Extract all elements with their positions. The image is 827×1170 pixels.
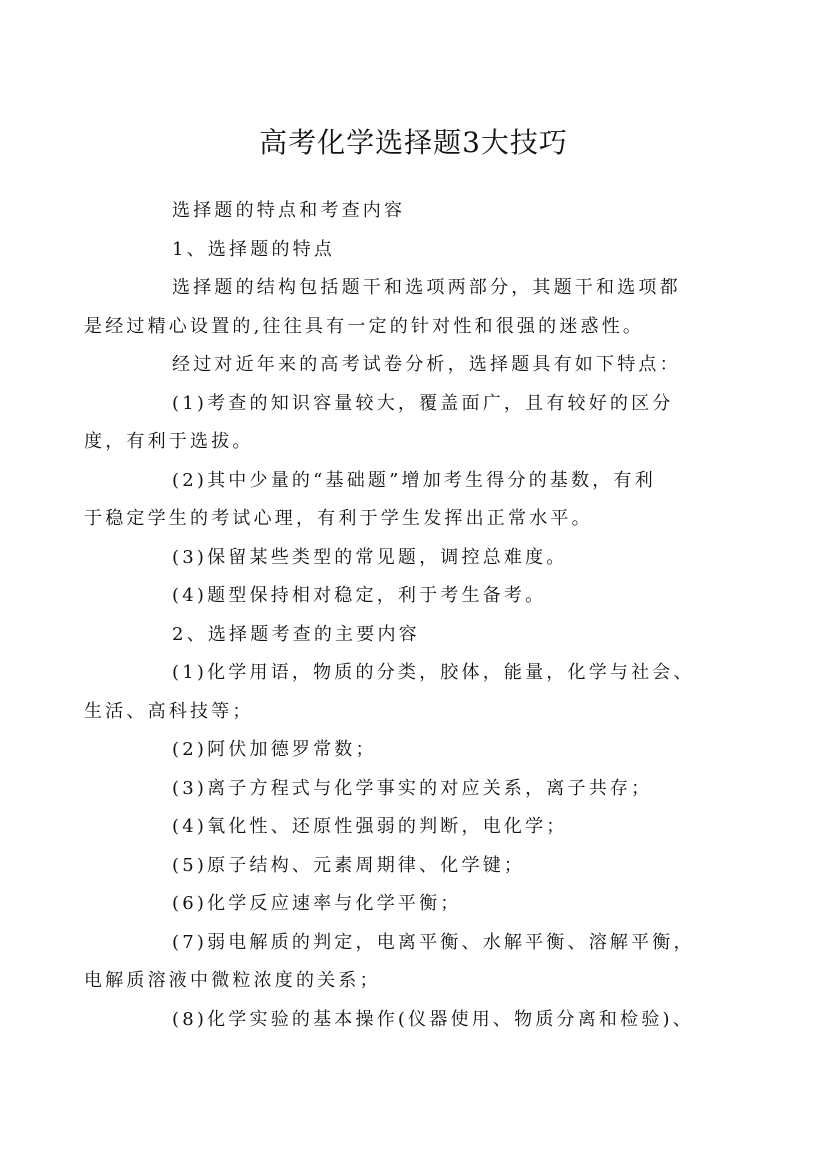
paragraph-line: 度，有利于选拔。 xyxy=(84,431,254,452)
paragraph-line: 是经过精心设置的,往往具有一定的针对性和很强的迷惑性。 xyxy=(84,315,645,337)
paragraph-line: (2)阿伏加德罗常数； xyxy=(172,739,377,760)
paragraph-line: (2)其中少量的“基础题”增加考生得分的基数，有利 xyxy=(172,469,656,491)
paragraph xyxy=(128,577,708,616)
paragraph xyxy=(84,924,708,1001)
paragraph xyxy=(128,731,708,770)
paragraph-line: 2、选择题考查的主要内容 xyxy=(172,623,420,645)
paragraph xyxy=(128,231,708,270)
paragraph xyxy=(128,539,708,578)
paragraph xyxy=(84,269,708,346)
paragraph-line: (1)化学用语，物质的分类，胶体，能量，化学与社会、 xyxy=(172,662,695,683)
paragraph xyxy=(128,616,708,655)
paragraph xyxy=(128,770,708,809)
paragraph-line: (6)化学反应速率与化学平衡； xyxy=(172,893,462,914)
paragraph-line: (4)题型保持相对稳定，利于考生备考。 xyxy=(172,585,547,606)
paragraph-line: 于稳定学生的考试心理，有利于学生发挥出正常水平。 xyxy=(84,508,593,529)
paragraph xyxy=(128,346,708,385)
paragraph-line: 1、选择题的特点 xyxy=(172,238,336,260)
paragraph-line: (4)氧化性、还原性强弱的判断，电化学； xyxy=(172,816,568,837)
paragraph-line: (1)考查的知识容量较大，覆盖面广，且有较好的区分 xyxy=(172,392,674,414)
document-body xyxy=(84,192,708,1039)
paragraph xyxy=(128,1001,708,1040)
paragraph xyxy=(84,385,708,462)
paragraph-line: (3)离子方程式与化学事实的对应关系，离子共存； xyxy=(172,777,653,799)
paragraph-line: 选择题的特点和考查内容 xyxy=(172,200,406,221)
paragraph xyxy=(128,808,708,847)
paragraph xyxy=(128,192,708,231)
paragraph xyxy=(128,885,708,924)
paragraph-line: 经过对近年来的高考试卷分析，选择题具有如下特点： xyxy=(172,354,681,375)
paragraph-line: 生活、高科技等； xyxy=(84,700,254,722)
paragraph-line: (8)化学实验的基本操作(仪器使用、物质分离和检验)、 xyxy=(172,1008,694,1030)
paragraph xyxy=(84,462,708,539)
paragraph-line: (5)原子结构、元素周期律、化学键； xyxy=(172,854,526,876)
paragraph xyxy=(84,654,708,731)
paragraph-line: 电解质溶液中微粒浓度的关系； xyxy=(84,970,381,991)
paragraph-line: (3)保留某些类型的常见题，调控总难度。 xyxy=(172,546,568,568)
paragraph xyxy=(128,847,708,886)
document-title: 高考化学选择题3大技巧 xyxy=(259,125,568,159)
paragraph-line: (7)弱电解质的判定，电离平衡、水解平衡、溶解平衡， xyxy=(172,931,695,953)
paragraph-line: 选择题的结构包括题干和选项两部分，其题干和选项都 xyxy=(172,277,681,298)
